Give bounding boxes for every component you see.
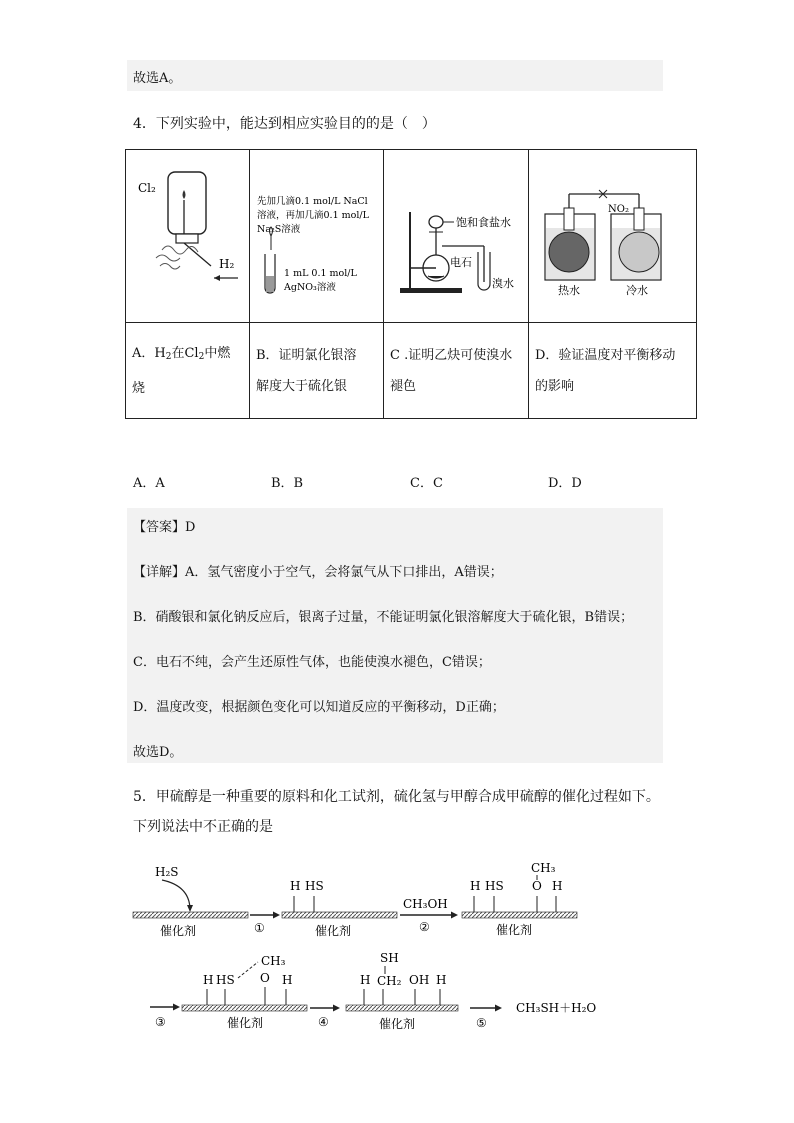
- catalyst-surface-3: [462, 912, 577, 918]
- svg-text:H: H: [436, 973, 447, 987]
- catalyst-surface-5: [346, 1005, 458, 1011]
- q4-option-b[interactable]: B．B: [271, 476, 304, 491]
- q5-stem-line-1: 5．甲硫醇是一种重要的原料和化工试剂，硫化氢与甲醇合成甲硫醇的催化过程如下。: [133, 789, 660, 805]
- catalyst-label-5: 催化剂: [379, 1017, 416, 1031]
- q4-answer: 【答案】D: [133, 520, 196, 535]
- fig-b-text-3: Na₂S溶液: [257, 224, 301, 235]
- svg-text:CH₃: CH₃: [261, 954, 286, 968]
- q4-option-d[interactable]: D．D: [548, 476, 582, 491]
- fig-a-cell: [126, 150, 250, 323]
- catalyst-surface-4: [182, 1005, 307, 1011]
- q4-option-c[interactable]: C．C: [410, 476, 443, 491]
- fig-b-test-tube: [250, 150, 383, 318]
- q4-cell-c: C .证明乙炔可使溴水 褪色: [384, 323, 529, 419]
- product-label: CH₃SH＋H₂O: [516, 1001, 597, 1015]
- catalyst-label-2: 催化剂: [315, 924, 352, 938]
- svg-text:SH: SH: [380, 951, 399, 965]
- fig-b-cell: [250, 150, 384, 323]
- svg-text:HS: HS: [305, 879, 324, 893]
- step-5-label: ⑤: [476, 1016, 487, 1030]
- svg-text:O: O: [260, 971, 270, 985]
- fig-d-hot-water-label: 热水: [558, 284, 580, 297]
- q4-answer-block: [127, 508, 663, 763]
- catalyst-label-1: 催化剂: [160, 924, 197, 938]
- fig-a-h2-burning-in-cl2: [126, 150, 249, 318]
- fig-b-text-2: 溶液，再加几滴0.1 mol/L: [257, 210, 369, 221]
- q4-explain-line: D．温度改变，根据颜色变化可以知道反应的平衡移动，D正确；: [133, 700, 505, 715]
- svg-text:H: H: [290, 879, 301, 893]
- fig-a-cl2-label: Cl₂: [138, 181, 156, 195]
- svg-text:H: H: [470, 879, 481, 893]
- svg-text:H: H: [552, 879, 563, 893]
- previous-answer-block: [127, 60, 663, 91]
- q4-option-a[interactable]: A．A: [133, 476, 165, 491]
- catalyst-surface-2: [282, 912, 397, 918]
- fig-b-text-1: 先加几滴0.1 mol/L NaCl: [257, 196, 368, 207]
- svg-text:HS: HS: [216, 973, 235, 987]
- q5-stem-line-2: 下列说法中不正确的是: [133, 819, 273, 835]
- q4-explain-line: 故选D。: [133, 745, 183, 760]
- svg-text:CH₂: CH₂: [377, 974, 402, 988]
- fig-d-cell: [529, 150, 697, 323]
- q4-experiment-table: [125, 149, 697, 419]
- q4-explain-line: C．电石不纯，会产生还原性气体，也能使溴水褪色，C错误；: [133, 655, 491, 670]
- q4-cell-a: A．$H_2$在$Cl_2$中燃 烧: [126, 323, 250, 419]
- svg-text:H: H: [282, 973, 293, 987]
- fig-a-h2-label: H₂: [219, 257, 235, 271]
- fig-b-text-4: 1 mL 0.1 mol/L: [284, 268, 357, 279]
- fig-c-brine-label: 饱和食盐水: [456, 216, 511, 229]
- fig-b-text-5: AgNO₃溶液: [284, 282, 336, 293]
- h2s-label: H₂S: [155, 865, 179, 879]
- svg-text:H: H: [360, 973, 371, 987]
- svg-text:OH: OH: [409, 973, 430, 987]
- fig-d-cold-water-label: 冷水: [626, 284, 648, 297]
- svg-text:HS: HS: [485, 879, 504, 893]
- svg-text:O: O: [532, 879, 542, 893]
- catalyst-surface-1: [133, 912, 248, 918]
- previous-answer-text: 故选A。: [133, 71, 182, 86]
- fig-c-cell: [384, 150, 529, 323]
- q4-cell-b: B．证明氯化银溶 解度大于硫化银: [250, 323, 384, 419]
- svg-text:CH₃: CH₃: [531, 861, 556, 875]
- fig-c-carbide-label: 电石: [450, 256, 472, 269]
- step-1-label: ①: [254, 921, 265, 935]
- step-2-label: ②: [419, 920, 430, 934]
- step-4-label: ④: [318, 1015, 329, 1029]
- fig-d-no2-label: NO₂: [608, 204, 629, 215]
- ch3oh-label: CH₃OH: [403, 897, 448, 911]
- q4-explain-line: 【详解】A．氢气密度小于空气，会将氯气从下口排出，A错误；: [133, 565, 503, 580]
- q4-stem: 4．下列实验中，能达到相应实验目的的是（ ）: [133, 116, 436, 132]
- fig-d-no2-equilibrium: [529, 150, 696, 318]
- catalyst-label-3: 催化剂: [496, 923, 533, 937]
- q4-cell-d: D．验证温度对平衡移动 的影响: [529, 323, 697, 419]
- svg-text:H: H: [203, 973, 214, 987]
- fig-c-acetylene-apparatus: [384, 150, 528, 318]
- fig-c-bromine-label: 溴水: [492, 277, 514, 290]
- q5-catalysis-scheme: [120, 850, 620, 1040]
- step-3-label: ③: [155, 1015, 166, 1029]
- q4-explain-line: B．硝酸银和氯化钠反应后，银离子过量，不能证明氯化银溶解度大于硫化银，B错误；: [133, 610, 634, 625]
- catalyst-label-4: 催化剂: [227, 1016, 264, 1030]
